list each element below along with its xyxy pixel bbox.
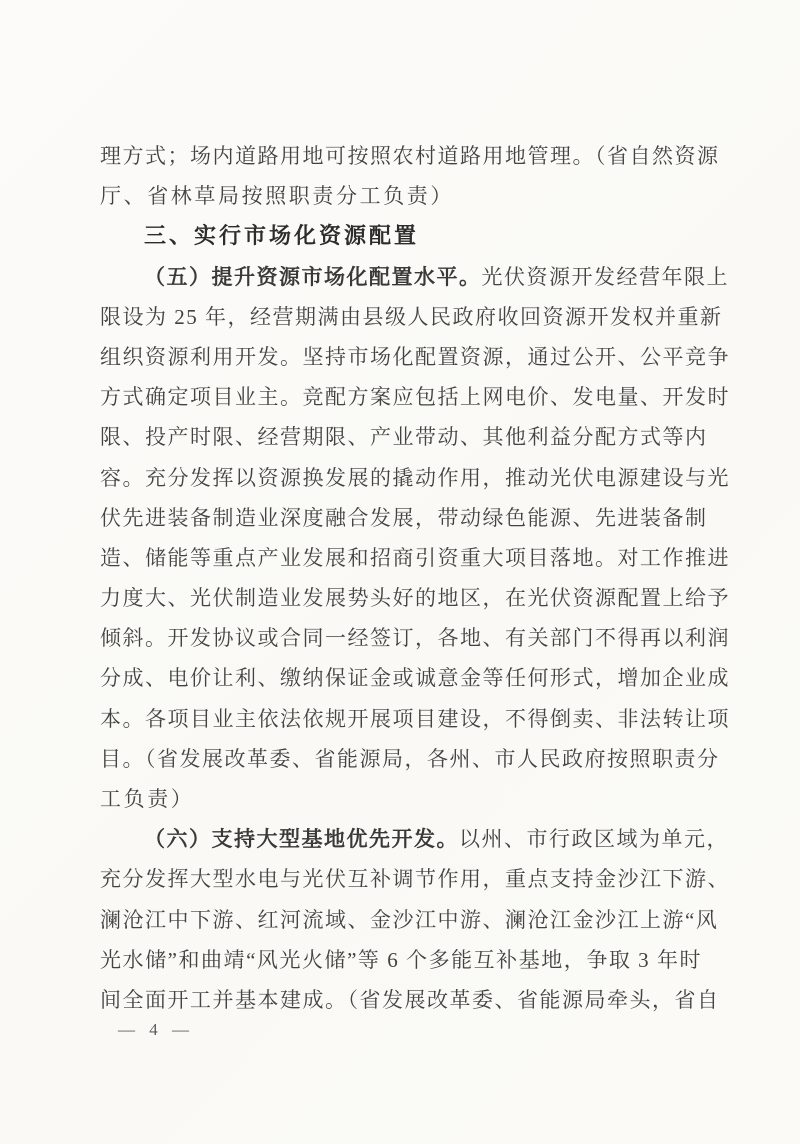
text-line — [100, 618, 730, 658]
text-line — [100, 176, 702, 216]
text-line — [100, 699, 730, 739]
text-segment: 光伏资源开发经营年限上 — [481, 264, 729, 289]
text-line — [100, 940, 702, 980]
text-segment: 本。各项目业主依法依规开展项目建设，不得倒卖、非法转让项 — [100, 706, 730, 731]
text-segment: 分成、电价让利、缴纳保证金或诚意金等任何形式，增加企业成 — [100, 666, 730, 691]
text-line — [100, 779, 702, 819]
section-heading — [100, 216, 702, 256]
text-line — [100, 458, 730, 498]
text-segment: 造、储能等重点产业发展和招商引资重大项目落地。对工作推进 — [100, 545, 730, 570]
text-line — [100, 658, 730, 698]
text-segment: 工负责） — [100, 787, 195, 811]
text-line — [100, 337, 730, 377]
text-line — [100, 739, 720, 779]
text-segment: 间全面开工并基本建成。（省发展改革委、省能源局牵头，省自 — [100, 987, 720, 1012]
text-segment: 容。充分发挥以资源换发展的撬动作用，推动光伏电源建设与光 — [100, 465, 730, 490]
text-segment: 限设为 25 年，经营期满由县级人民政府收回资源开发权并重新 — [100, 304, 723, 329]
text-segment: 三、实行市场化资源配置 — [144, 223, 420, 249]
page-number: — 4 — — [118, 1020, 194, 1039]
text-line — [100, 377, 730, 417]
bold-segment: （六）支持大型基地优先开发。 — [144, 827, 459, 852]
text-line — [100, 900, 719, 940]
text-segment: 澜沧江中下游、红河流域、金沙江中游、澜沧江金沙江上游“风 — [100, 907, 719, 932]
text-line — [100, 578, 730, 618]
text-line — [100, 538, 730, 578]
text-segment: 倾斜。开发协议或合同一经签订，各地、有关部门不得再以利润 — [100, 626, 730, 651]
text-segment: 力度大、光伏制造业发展势头好的地区，在光伏资源配置上给予 — [100, 586, 730, 611]
text-segment: 理方式；场内道路用地可按照农村道路用地管理。（省自然资源 — [100, 144, 720, 168]
text-segment: 目。（省发展改革委、省能源局，各州、市人民政府按照职责分 — [100, 746, 720, 771]
text-line — [100, 859, 730, 899]
text-line — [100, 297, 723, 337]
text-line — [100, 417, 708, 457]
text-segment: 以州、市行政区域为单元， — [459, 827, 729, 852]
text-block — [100, 136, 730, 1020]
text-line — [100, 819, 729, 859]
text-segment: 伏先进装备制造业深度融合发展，带动绿色能源、先进装备制 — [100, 505, 708, 530]
text-segment: 光水储”和曲靖“风光火储”等 6 个多能互补基地，争取 3 年时 — [100, 947, 702, 972]
text-line — [100, 498, 708, 538]
text-segment: 厅、省林草局按照职责分工负责） — [100, 184, 454, 209]
text-segment: 限、投产时限、经营期限、产业带动、其他利益分配方式等内 — [100, 425, 708, 450]
text-segment: 组织资源利用开发。坚持市场化配置资源，通过公开、公平竞争 — [100, 344, 730, 369]
text-segment: 充分发挥大型水电与光伏互补调节作用，重点支持金沙江下游、 — [100, 867, 730, 892]
text-segment: 方式确定项目业主。竞配方案应包括上网电价、发电量、开发时 — [100, 385, 730, 410]
text-line — [100, 257, 729, 297]
text-line — [100, 136, 720, 176]
bold-segment: （五）提升资源市场化配置水平。 — [144, 264, 482, 289]
